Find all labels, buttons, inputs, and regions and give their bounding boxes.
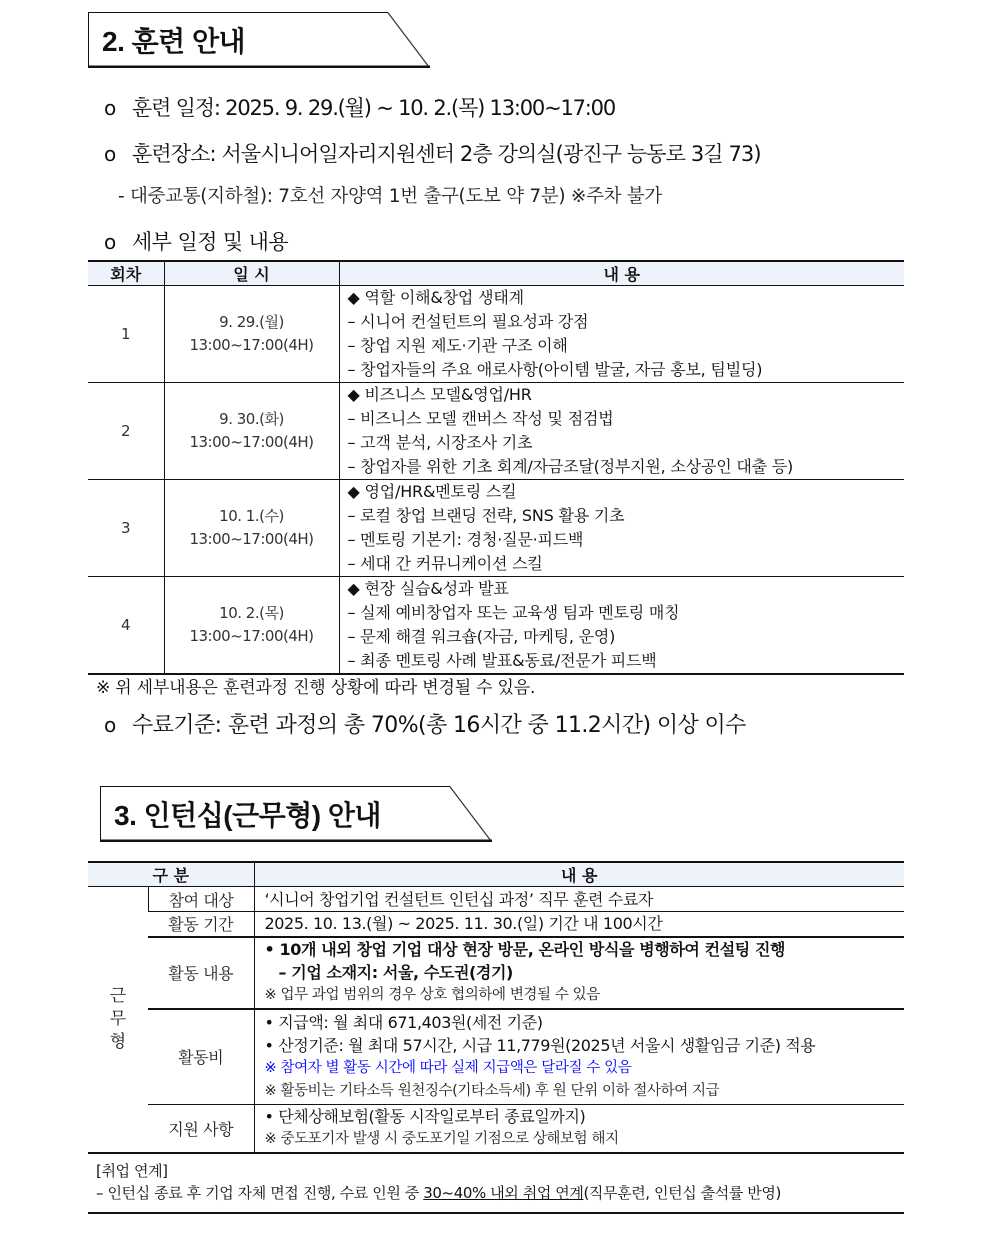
internship-table [88,861,904,1154]
table-row-activity [88,937,904,1009]
row-content: • 단체상해보험(활동 시작일로부터 종료일까지) ※ 중도포기자 발생 시 중도포기일 기점으로 상해보험 해지 [254,1105,904,1153]
table-row [88,480,904,577]
venue-line: o 훈련장소: 서울시니어일자리지원센터 2층 강의실(광진구 능동로 3길 73) [104,142,761,166]
section-3-title [100,786,492,842]
section-2-title-text: 2. 훈련 안내 [102,26,246,57]
circle-bullet-icon: o [104,96,116,120]
table-header-row [88,862,904,887]
table-row-target [88,887,904,912]
session-content: ◆ 비즈니스 모델&영업/HR – 비즈니스 모델 캔버스 작성 및 점검법 – 고객 분석, 시장조사 기초 – 창업자를 위한 기초 회계/자금조달(정부지원, 소상공인 대출 등) [339,383,904,480]
row-label: 참여 대상 [148,887,254,912]
circle-bullet-icon: o [104,230,116,254]
table-row [88,286,904,383]
session-number: 3 [88,480,164,577]
schedule-change-note: ※ 위 세부내용은 훈련과정 진행 상황에 따라 변경될 수 있음. [96,678,536,698]
session-content: ◆ 역할 이해&창업 생태계 – 시니어 컨설턴트의 필요성과 강점 – 창업 지원 제도·기관 구조 이해 – 창업자들의 주요 애로사항(아이템 발굴, 자금 홍보, 팀빌딩) [339,286,904,383]
employment-link-footer [88,1160,904,1214]
footer-heading: [취업 연계] [96,1162,168,1180]
header-datetime: 일 시 [164,261,339,286]
session-content: ◆ 영업/HR&멘토링 스킬 – 로컬 창업 브랜딩 전략, SNS 활용 기초 – 멘토링 기본기: 경청·질문·피드백 – 세대 간 커뮤니케이션 스킬 [339,480,904,577]
row-content: 2025. 10. 13.(월) ~ 2025. 11. 30.(일) 기간 내 100시간 [254,912,904,937]
session-number: 1 [88,286,164,383]
table-row-period [88,912,904,937]
completion-criteria: o 수료기준: 훈련 과정의 총 70%(총 16시간 중 11.2시간) 이상 이수 [104,713,746,738]
row-content: • 10개 내외 창업 기업 대상 현장 방문, 온라인 방식을 병행하여 컨설팅 진행 – 기업 소재지: 서울, 수도권(경기) ※ 업무 과업 범위의 경우 상호 협의하에 변경될 수 있음 [254,937,904,1009]
session-number: 2 [88,383,164,480]
session-content: ◆ 현장 실습&성과 발표 – 실제 예비창업자 또는 교육생 팀과 멘토링 매칭 – 문제 해결 워크숍(자금, 마케팅, 운영) – 최종 멘토링 사례 발표&동료/전문가 피드백 [339,577,904,675]
group-label-work-type: 근 무 형 [109,985,126,1052]
circle-bullet-icon: o [104,713,116,737]
pay-variance-note: ※ 참여자 별 활동 시간에 따라 실제 지급액은 달라질 수 있음 [264,1059,632,1076]
session-datetime: 9. 30.(화) 13:00~17:00(4H) [164,383,339,480]
session-datetime: 10. 2.(목) 13:00~17:00(4H) [164,577,339,675]
session-number: 4 [88,577,164,675]
section-3-title-text: 3. 인턴십(근무형) 안내 [114,800,381,831]
table-row [88,383,904,480]
circle-bullet-icon: o [104,142,116,166]
row-content: • 지급액: 월 최대 671,403원(세전 기준) • 산정기준: 월 최대 57시간, 시급 11,779원(2025년 서울시 생활임금 기준) 적용 ※ 참여자 별 활동 시간에 따라 실제 지급액은 달라질 수 있음 ※ 활동비는 기타소득 원천징수(기타소득세) 후 원 단위 이하 절사하여 지급 [254,1009,904,1105]
session-datetime: 10. 1.(수) 13:00~17:00(4H) [164,480,339,577]
row-label: 지원 사항 [148,1105,254,1153]
header-category: 구 분 [88,862,254,887]
row-label: 활동비 [148,1009,254,1105]
table-header-row [88,261,904,286]
training-schedule-table [88,260,904,675]
row-content: ‘시니어 창업기업 컨설턴트 인턴십 과정’ 직무 훈련 수료자 [254,887,904,912]
row-label: 활동 기간 [148,912,254,937]
employment-rate-highlight: 30~40% 내외 취업 연계 [423,1184,584,1202]
header-content: 내 용 [339,261,904,286]
detail-heading: o 세부 일정 및 내용 [104,230,289,254]
table-row-pay [88,1009,904,1105]
table-row-support [88,1105,904,1153]
footer-text: – 인턴십 종료 후 기업 자체 면접 진행, 수료 인원 중 30~40% 내외 취업 연계(직무훈련, 인턴십 출석률 반영) [96,1184,781,1202]
schedule-line: o 훈련 일정: 2025. 9. 29.(월) ~ 10. 2.(목) 13:00~17:00 [104,96,615,120]
header-session: 회차 [88,261,164,286]
session-datetime: 9. 29.(월) 13:00~17:00(4H) [164,286,339,383]
header-content: 내 용 [254,862,904,887]
row-label: 활동 내용 [148,937,254,1009]
table-row [88,577,904,675]
transit-line: - 대중교통(지하철): 7호선 자양역 1번 출구(도보 약 7분) ※주차 불가 [118,186,662,207]
section-2-title [88,12,430,68]
